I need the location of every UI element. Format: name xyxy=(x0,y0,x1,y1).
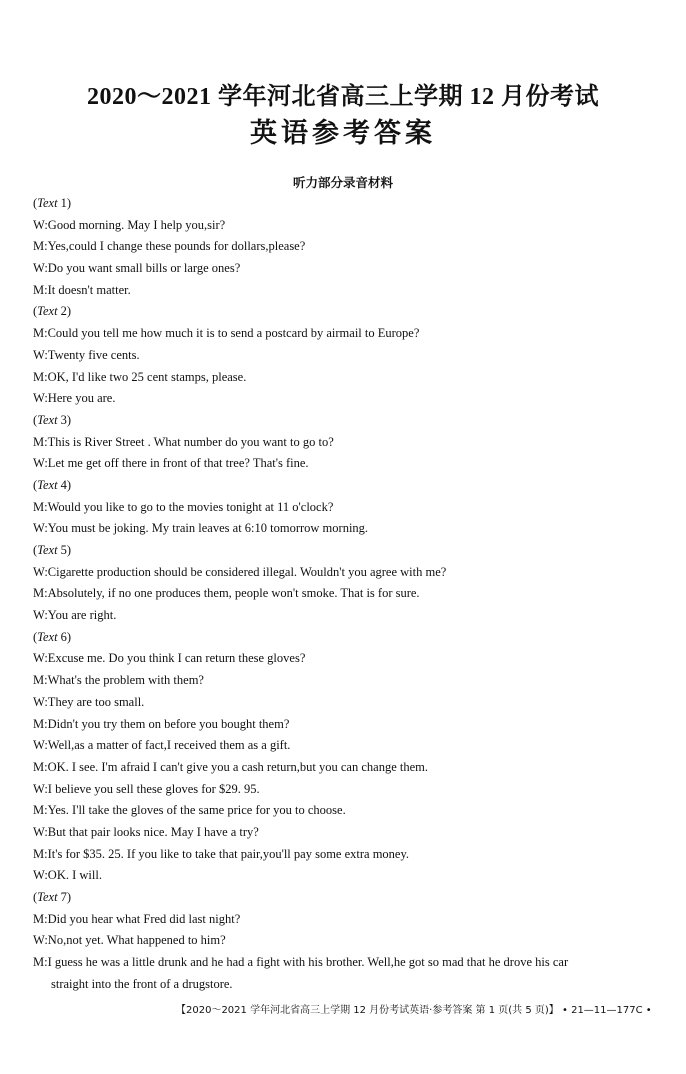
text-label-open: ( xyxy=(33,477,38,492)
text-label-word: Text xyxy=(37,304,58,319)
footer-page-info: 【2020～2021 学年河北省高三上学期 12 月份考试英语·参考答案 第 1 页(共 5 页)】 xyxy=(176,1005,559,1016)
text-label-open: ( xyxy=(33,629,38,644)
dialogue-line: M:Yes. I'll take the gloves of the same price for you to choose. xyxy=(33,803,346,818)
text-label-open: ( xyxy=(33,196,38,210)
dialogue-line: M:Would you like to go to the movies tonight at 11 o'clock? xyxy=(33,499,334,514)
text-label-word: Text xyxy=(37,196,58,210)
dialogue-line: M:OK. I see. I'm afraid I can't give you a cash return,but you can change them. xyxy=(33,759,428,774)
dialogue-line: W:But that pair looks nice. May I have a try? xyxy=(33,824,259,839)
dialogue-line: W:Twenty five cents. xyxy=(33,347,140,362)
dialogue-line: W:Let me get off there in front of that tree? That's fine. xyxy=(33,456,309,471)
dialogue-line: W:Well,as a matter of fact,I received them as a gift. xyxy=(33,738,291,753)
dialogue-line: M:This is River Street . What number do you want to go to? xyxy=(33,434,334,449)
text-label-open: ( xyxy=(33,412,38,427)
text-label-open: ( xyxy=(33,543,38,557)
text-label-number: 2) xyxy=(57,304,72,319)
text-label-word: Text xyxy=(37,477,58,492)
text-label xyxy=(33,627,659,649)
text-label-number: 4) xyxy=(57,477,72,492)
dialogue-line: M:What's the problem with them? xyxy=(33,673,204,688)
dialogue-line: M:OK, I'd like two 25 cent stamps, please. xyxy=(33,369,247,384)
text-label-word: Text xyxy=(37,412,58,427)
text-label xyxy=(33,410,659,432)
dialogue-line: M:I guess he was a little drunk and he had a fight with his brother. Well,he got so mad that he drove his car xyxy=(33,955,569,970)
text-label-number: 1) xyxy=(57,196,72,210)
text-label xyxy=(33,301,659,323)
text-label-word: Text xyxy=(37,629,58,644)
answer-key-title: 英语参考答案 xyxy=(250,118,436,148)
dialogue-line: W:OK. I will. xyxy=(33,868,102,883)
text-label xyxy=(33,475,659,497)
text-label-word: Text xyxy=(37,543,58,557)
text-label-word: Text xyxy=(37,890,58,904)
section-heading: 听力部分录音材料 xyxy=(292,175,393,190)
dialogue-line: W:You are right. xyxy=(33,608,117,623)
text-label-number: 5) xyxy=(57,543,72,557)
text-label-number: 3) xyxy=(57,412,72,427)
text-label-number: 7) xyxy=(57,890,72,904)
dialogue-line: W:They are too small. xyxy=(33,694,145,709)
text-label-open: ( xyxy=(33,890,38,904)
text-label-number: 6) xyxy=(57,629,72,644)
dialogue-line: W:Good morning. May I help you,sir? xyxy=(33,217,226,232)
footer-code: • 21—11—177C • xyxy=(562,1005,652,1016)
dialogue-line: M:It's for $35. 25. If you like to take that pair,you'll pay some extra money. xyxy=(33,846,410,861)
dialogue-line: M:It doesn't matter. xyxy=(33,282,131,297)
exam-title: 2020～2021 学年河北省高三上学期 12 月份考试 xyxy=(87,84,599,110)
dialogue-line: M:Did you hear what Fred did last night? xyxy=(33,911,241,926)
dialogue-line: M:Yes,could I change these pounds for dollars,please? xyxy=(33,239,306,254)
dialogue-line: M:Didn't you try them on before you bought them? xyxy=(33,716,290,731)
dialogue-line: M:Absolutely, if no one produces them, people won't smoke. That is for sure. xyxy=(33,586,420,601)
text-label xyxy=(33,540,659,562)
dialogue-line: W:Here you are. xyxy=(33,391,116,406)
dialogue-line: W:Do you want small bills or large ones? xyxy=(33,261,241,276)
text-label xyxy=(33,887,659,909)
dialogue-line: W:You must be joking. My train leaves at 6:10 tomorrow morning. xyxy=(33,521,369,536)
text-label xyxy=(33,193,659,215)
listening-transcript xyxy=(33,193,659,995)
dialogue-line: W:Cigarette production should be considered illegal. Wouldn't you agree with me? xyxy=(33,564,447,579)
dialogue-line: W:No,not yet. What happened to him? xyxy=(33,933,226,948)
text-label-open: ( xyxy=(33,304,38,319)
dialogue-line: M:Could you tell me how much it is to send a postcard by airmail to Europe? xyxy=(33,326,420,341)
dialogue-line: W:I believe you sell these gloves for $29. 95. xyxy=(33,781,260,796)
dialogue-line: straight into the front of a drugstore. xyxy=(51,976,233,991)
dialogue-line: W:Excuse me. Do you think I can return these gloves? xyxy=(33,651,306,666)
